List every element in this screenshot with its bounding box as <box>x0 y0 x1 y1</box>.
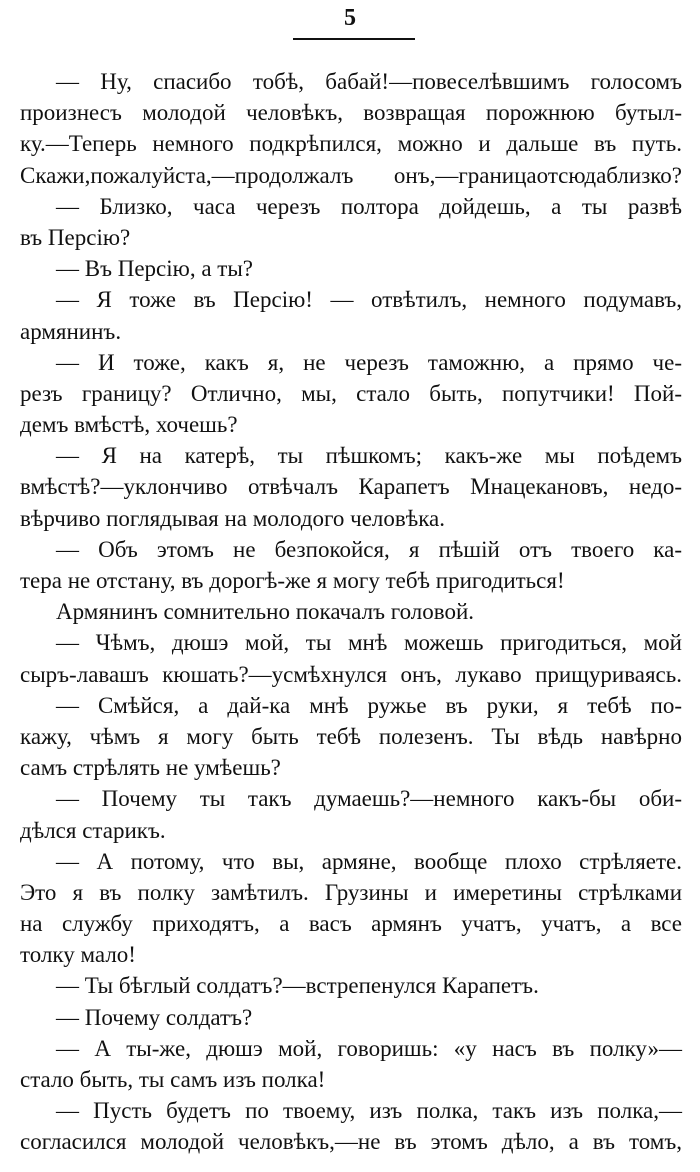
text-line: Скажи,пожалуйста,—продолжалъ онъ,—границаотсюдаблизко? <box>20 162 682 188</box>
text-line: вѣрчиво поглядывая на молодого человѣка. <box>20 505 446 531</box>
text-line: — Смѣйся, а дай-ка мнѣ ружье въ руки, я тебѣ по- <box>56 692 682 718</box>
text-line: — Ты бѣглый солдатъ?—встрепенулся Карапетъ. <box>56 973 539 999</box>
text-line: — А потому, что вы, армяне, вообще плохо стрѣляете. <box>56 848 682 874</box>
text-line: — Я тоже въ Персію! — отвѣтилъ, немного подумавъ, <box>56 287 682 313</box>
text-line: — Ну, спасибо тобѣ, бабай!—повеселѣвшимъ голосомъ <box>56 69 682 94</box>
text-line: кажу, чѣмъ я могу быть тебѣ полезенъ. Ты вѣдь навѣрно <box>20 723 682 749</box>
text-line: тера не отстану, въ дорогѣ-же я могу тебѣ пригодиться! <box>20 568 565 593</box>
text-line: — Въ Персію, а ты? <box>56 256 254 282</box>
text-line: въ Персію? <box>20 224 131 250</box>
text-line: — Чѣмъ, дюшэ мой, ты мнѣ можешь пригодиться, мой <box>56 630 682 656</box>
text-line: толку мало! <box>20 942 136 968</box>
text-line: — Близко, часа черезъ полтора дойдешь, а ты развѣ <box>56 193 682 219</box>
text-line: на службу приходятъ, а васъ армянъ учатъ, учатъ, а все <box>20 911 682 937</box>
text-line: — Объ этомъ не безпокойся, я пѣшій отъ твоего ка- <box>56 536 682 562</box>
text-line: Это я въ полку замѣтилъ. Грузины и имеретины стрѣлками <box>20 879 682 905</box>
header-rule <box>293 38 415 40</box>
text-line: произнесъ молодой человѣкъ, возвращая порожнюю бутыл- <box>20 100 682 126</box>
text-line: самъ стрѣлять не умѣешь? <box>20 755 281 781</box>
text-line: стало быть, ты самъ изъ полка! <box>20 1067 326 1092</box>
text-line: — А ты-же, дюшэ мой, говоришь: «у насъ въ полку»— <box>56 1035 682 1061</box>
text-line: демъ вмѣстѣ, хочешь? <box>20 412 238 438</box>
text-line: — Я на катерѣ, ты пѣшкомъ; какъ-же мы поѣдемъ <box>56 443 682 469</box>
text-line: армянинъ. <box>20 318 122 344</box>
text-line: — Почему солдатъ? <box>56 1004 253 1030</box>
text-line: резъ границу? Отлично, мы, стало быть, попутчики! Пой- <box>20 380 682 406</box>
text-line: сыръ-лавашъ кюшать?—усмѣхнулся онъ, лукаво прищуриваясь. <box>20 661 682 687</box>
text-line: дѣлся старикъ. <box>20 817 166 843</box>
text-body <box>20 66 682 1158</box>
text-line: согласился молодой человѣкъ,—не въ этомъ дѣло, а въ томъ, <box>20 1129 682 1155</box>
text-line: вмѣстѣ?—уклончиво отвѣчалъ Карапетъ Мнацекановъ, недо- <box>20 474 682 500</box>
text-line: — Почему ты такъ думаешь?—немного какъ-бы оби- <box>56 786 682 812</box>
page-number: 5 <box>344 5 356 31</box>
text-line: — Пусть будетъ по твоему, изъ полка, такъ изъ полка,— <box>56 1098 682 1124</box>
text-line: ку.—Теперь немного подкрѣпился, можно и дальше въ путь. <box>20 131 682 157</box>
text-line: — И тоже, какъ я, не черезъ таможню, а прямо че- <box>56 349 682 375</box>
text-line: Армянинъ сомнительно покачалъ головой. <box>56 599 475 625</box>
